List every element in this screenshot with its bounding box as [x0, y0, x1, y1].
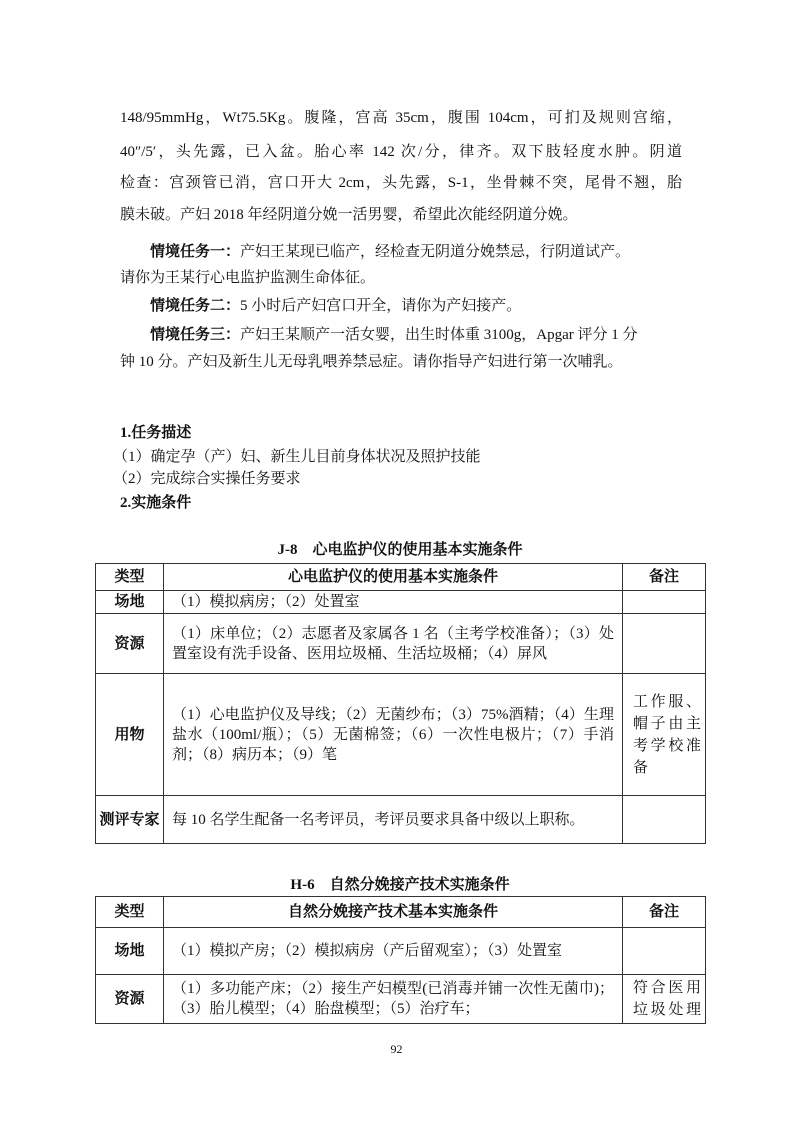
row-note: 工作服、帽子由主考学校准备: [623, 674, 706, 796]
row-type: 资源: [96, 975, 164, 1024]
task-text: 产妇王某现已临产，经检查无阴道分娩禁忌，行阴道试产。: [240, 244, 631, 260]
task-3: [150, 325, 682, 345]
row-type: 场地: [96, 591, 164, 614]
row-note: [623, 796, 706, 844]
body-line: 40″/5′，头先露，已入盆。胎心率 142 次/分，律齐。双下肢轻度水肿。阴道: [120, 144, 682, 160]
column-header: 自然分娩接产技术基本实施条件: [164, 897, 623, 928]
row-type: 资源: [96, 614, 164, 674]
body-line: 148/95mmHg，Wt75.5Kg。腹隆，宫高 35cm，腹围 104cm，可扪及规则宫缩，: [120, 110, 682, 126]
task-1: [150, 242, 682, 262]
row-content: （1）多功能产床；（2）接生产妇模型(已消毒并铺一次性无菌巾)；（3）胎儿模型；（4）胎盘模型；（5）治疗车；: [164, 975, 623, 1024]
row-content: 每 10 名学生配备一名考评员，考评员要求具备中级以上职称。: [164, 796, 623, 844]
row-content: （1）模拟产房；（2）模拟病房（产后留观室）；（3）处置室: [164, 928, 623, 975]
column-header: 心电监护仪的使用基本实施条件: [164, 564, 623, 591]
section-heading: 2.实施条件: [120, 495, 192, 511]
column-header: 类型: [96, 897, 164, 928]
column-header: 类型: [96, 564, 164, 591]
table-row: [96, 796, 706, 844]
task-label: 情境任务三：: [150, 327, 241, 343]
task-3-continued: 钟 10 分。产妇及新生儿无母乳喂养禁忌症。请你指导产妇进行第一次哺乳。: [120, 354, 623, 370]
row-content: （1）床单位；（2）志愿者及家属各 1 名（主考学校准备）；（3）处置室设有洗手设备、医用垃圾桶、生活垃圾桶；（4）屏风: [164, 614, 623, 674]
column-header: 备注: [623, 564, 706, 591]
table-caption: J-8 心电监护仪的使用基本实施条件: [277, 542, 523, 558]
section-heading: 1.任务描述: [120, 425, 192, 441]
row-type: 测评专家: [96, 796, 164, 844]
body-line: 膜未破。产妇 2018 年经阴道分娩一活男婴，希望此次能经阴道分娩。: [120, 207, 578, 223]
task-1-continued: 请你为王某行心电监护监测生命体征。: [120, 270, 376, 286]
table-row: [96, 591, 706, 614]
row-note: 符合医用垃圾处理: [623, 975, 706, 1024]
column-header: 备注: [623, 897, 706, 928]
table-caption: H-6 自然分娩接产技术实施条件: [290, 877, 510, 893]
row-note: [623, 614, 706, 674]
row-content: （1）模拟病房；（2）处置室: [164, 591, 623, 614]
task-text: 产妇王某顺产一活女婴，出生时体重 3100g，Apgar 评分 1 分: [240, 327, 638, 343]
task-label: 情境任务一：: [150, 244, 241, 260]
table-header-row: [96, 897, 706, 928]
table-row: [96, 614, 706, 674]
table-row: [96, 674, 706, 796]
table-header-row: [96, 564, 706, 591]
list-item: （2）完成综合实操任务要求: [113, 471, 301, 487]
row-type: 用物: [96, 674, 164, 796]
row-note: [623, 928, 706, 975]
task-2: [150, 296, 682, 316]
task-label: 情境任务二：: [150, 298, 241, 314]
page-number: 92: [390, 1042, 403, 1056]
table-row: [96, 975, 706, 1024]
conditions-table-h6: [95, 896, 706, 1024]
row-note: [623, 591, 706, 614]
row-type: 场地: [96, 928, 164, 975]
table-row: [96, 928, 706, 975]
conditions-table-j8: [95, 563, 706, 844]
body-line: 检查：宫颈管已消，宫口开大 2cm，头先露，S-1，坐骨棘不突，尾骨不翘，胎: [120, 175, 682, 191]
task-text: 5 小时后产妇宫口开全，请你为产妇接产。: [240, 298, 522, 314]
list-item: （1）确定孕（产）妇、新生儿目前身体状况及照护技能: [113, 449, 481, 465]
row-content: （1）心电监护仪及导线；（2）无菌纱布；（3）75%酒精；（4）生理盐水（100ml/瓶）；（5）无菌棉签；（6）一次性电极片；（7）手消剂；（8）病历本；（9）笔: [164, 674, 623, 796]
